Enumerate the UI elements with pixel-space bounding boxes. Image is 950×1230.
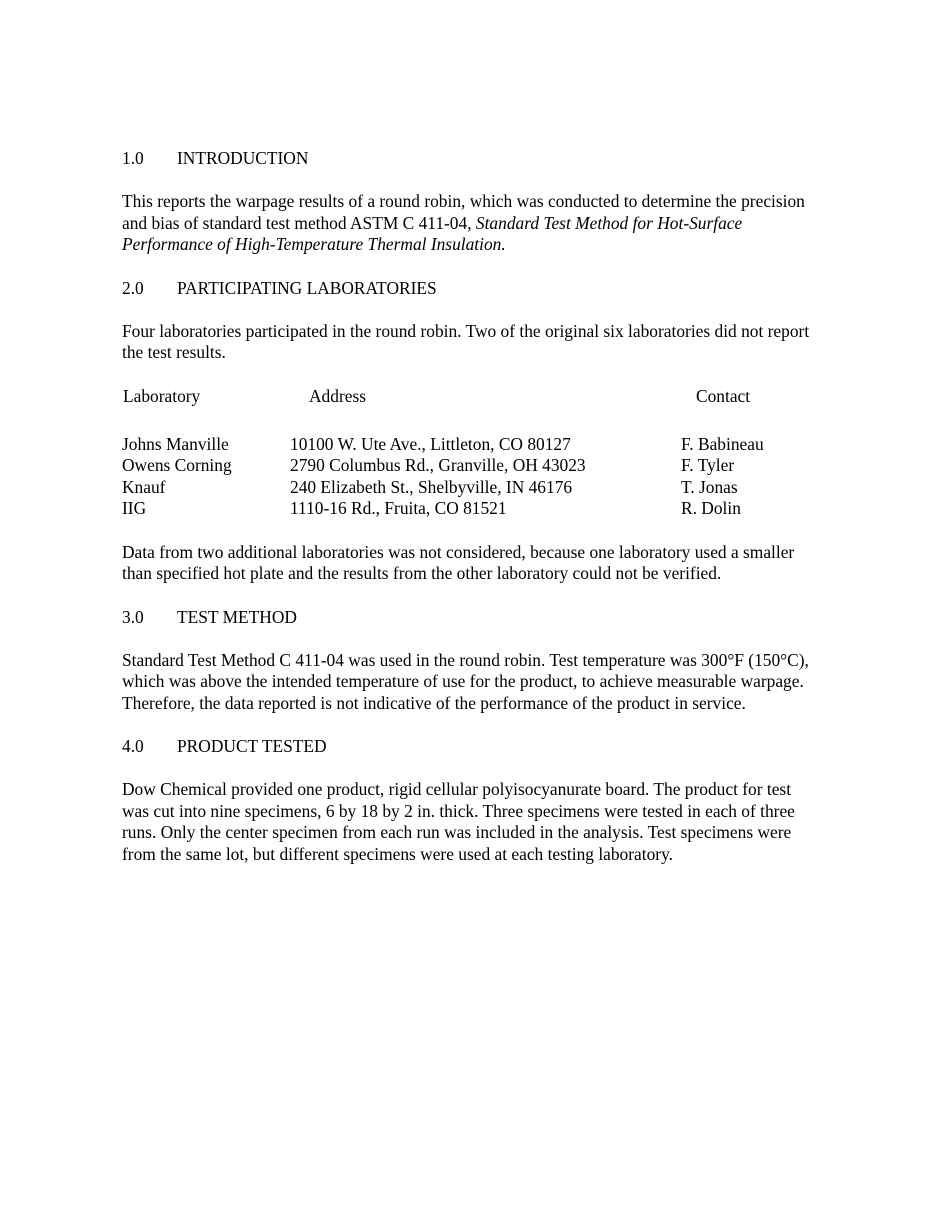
laboratory-address: 1110-16 Rd., Fruita, CO 81521 [290, 498, 507, 518]
section-number: 3.0 [122, 606, 144, 627]
laboratory-name: Knauf [122, 476, 166, 497]
laboratory-contact: F. Tyler [681, 455, 735, 475]
section-title: INTRODUCTION [177, 148, 309, 168]
excluded-laboratories-paragraph: Data from two additional laboratories was not considered, because one laboratory used a smaller than specified hot plate and the results from the other laboratory could not be verified. [122, 541, 795, 583]
table-row [122, 477, 812, 499]
laboratory-address: 10100 W. Ute Ave., Littleton, CO 80127 [290, 433, 571, 454]
section-heading-introduction [122, 148, 812, 169]
laboratory-contact: R. Dolin [681, 498, 741, 518]
section-title: PRODUCT TESTED [177, 736, 327, 756]
laboratories-table-header [122, 386, 812, 407]
test-method-paragraph: Standard Test Method C 411-04 was used in the round robin. Test temperature was 300°F (150°C), which was above the intended temperature of use for the product, to achieve measurable warpage. Therefore, the data reported is not indicative of the performance of the product in service. [122, 649, 809, 713]
section-heading-product-tested [122, 736, 812, 757]
column-header-address: Address [309, 385, 366, 406]
laboratory-name: Owens Corning [122, 455, 232, 475]
laboratory-address: 2790 Columbus Rd., Granville, OH 43023 [290, 455, 586, 475]
table-row [122, 434, 812, 456]
laboratories-paragraph: Four laboratories participated in the round robin. Two of the original six laboratories did not report the test results. [122, 320, 810, 362]
document-page [122, 148, 812, 865]
column-header-contact: Contact [696, 385, 751, 406]
laboratory-name: Johns Manville [122, 433, 229, 454]
section-heading-laboratories [122, 278, 812, 299]
section-number: 2.0 [122, 277, 144, 298]
section-number: 1.0 [122, 148, 144, 168]
column-header-laboratory: Laboratory [123, 385, 201, 406]
laboratory-name: IIG [122, 498, 147, 518]
section-title: PARTICIPATING LABORATORIES [177, 277, 437, 298]
introduction-paragraph [122, 191, 812, 256]
laboratory-contact: T. Jonas [681, 476, 738, 497]
laboratories-table [122, 434, 812, 520]
laboratory-contact: F. Babineau [681, 433, 764, 454]
introduction-text: This reports the warpage results of a round robin, which was conducted to determine the precision and bias of standard test method ASTM C 411-04, [122, 191, 805, 233]
section-title: TEST METHOD [177, 606, 297, 627]
table-row [122, 498, 812, 520]
table-row [122, 455, 812, 477]
section-heading-test-method [122, 607, 812, 628]
section-number: 4.0 [122, 736, 144, 756]
test-method-title: Standard Test Method for Hot-Surface Performance of High-Temperature Thermal Insulation. [122, 212, 743, 254]
product-tested-paragraph: Dow Chemical provided one product, rigid cellular polyisocyanurate board. The product for test was cut into nine specimens, 6 by 18 by 2 in. thick. Three specimens were tested in each of three runs. Only the center specimen from each run was included in the analysis. Test specimens were from the same lot, but different specimens were used at each testing laboratory. [122, 779, 795, 864]
laboratory-address: 240 Elizabeth St., Shelbyville, IN 46176 [290, 476, 573, 497]
